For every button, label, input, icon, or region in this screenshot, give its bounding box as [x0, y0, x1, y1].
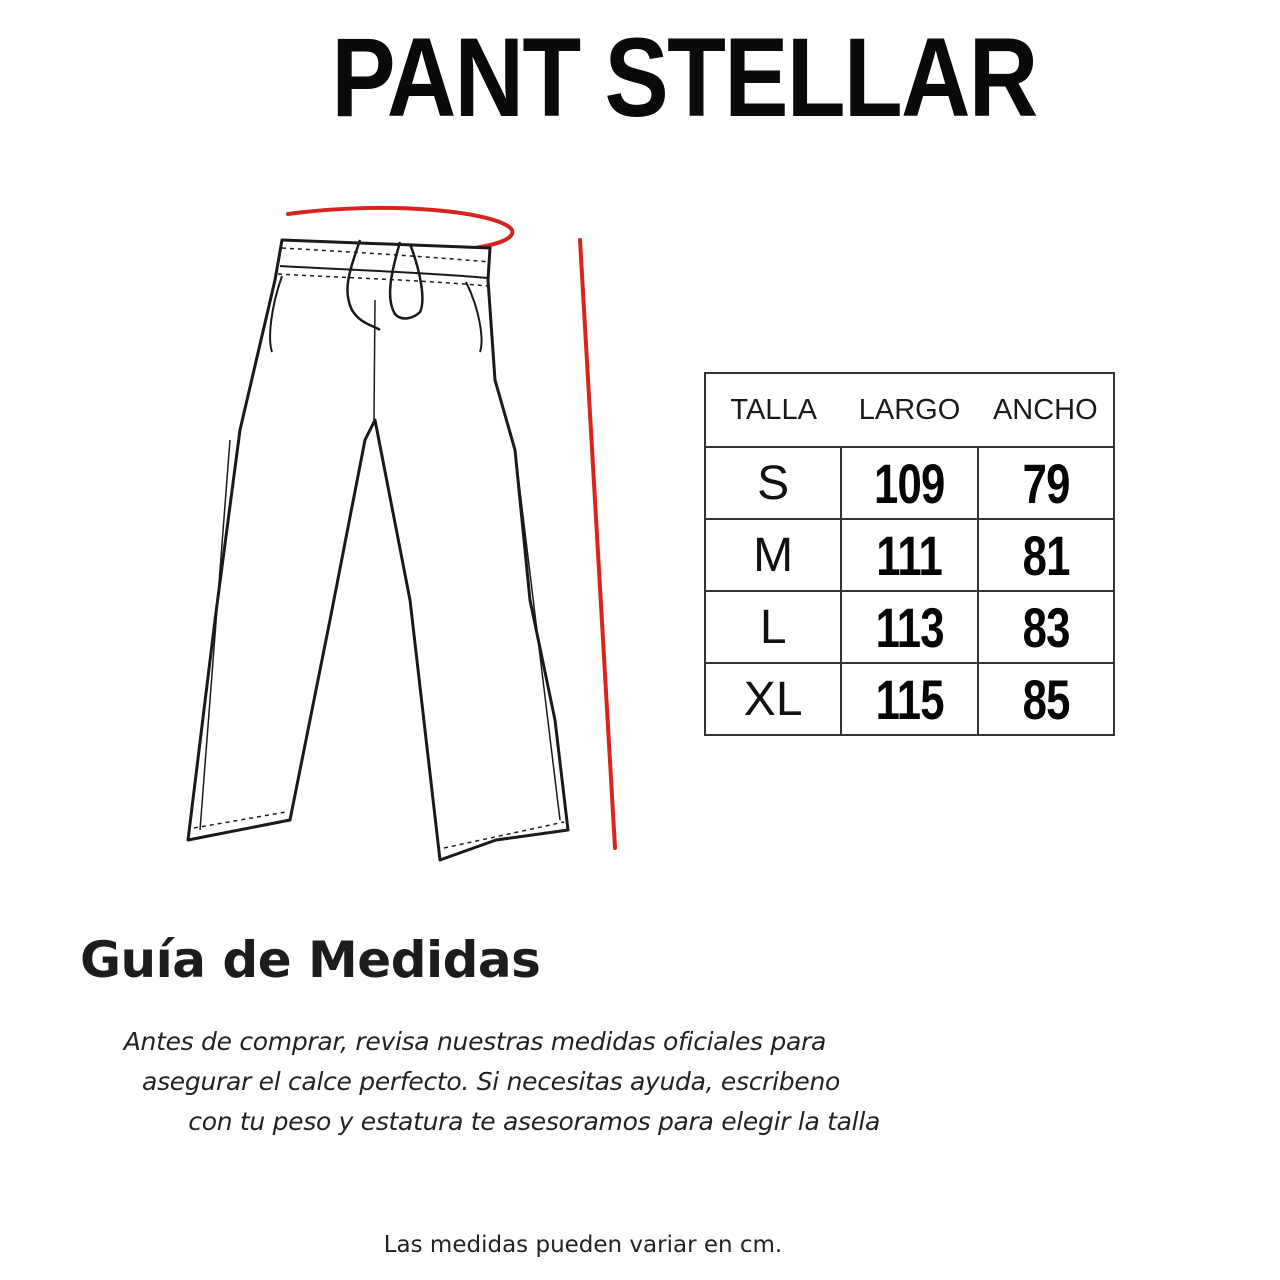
- measurement-note: Las medidas pueden variar en cm.: [383, 1232, 783, 1258]
- guide-description: [40, 1022, 880, 1142]
- ancho-value-text: 85: [1022, 667, 1070, 731]
- table-row: [705, 519, 1114, 591]
- ancho-value-text: 79: [1022, 451, 1070, 515]
- size-label: L: [705, 591, 841, 663]
- ancho-value: [978, 447, 1114, 519]
- pants-outline: [188, 240, 568, 860]
- column-header-largo: LARGO: [841, 373, 977, 447]
- largo-value-text: 113: [875, 595, 944, 659]
- column-header-ancho: ANCHO: [978, 373, 1114, 447]
- table-row: [705, 663, 1114, 735]
- guide-line: con tu peso y estatura te asesoramos para elegir la talla: [188, 1107, 880, 1136]
- ancho-value: [978, 663, 1114, 735]
- largo-value: [841, 591, 977, 663]
- guide-heading: Guía de Medidas: [80, 931, 541, 989]
- largo-value-text: 109: [874, 451, 945, 515]
- page-title: PANT STELLAR: [331, 15, 1037, 140]
- largo-value-text: 111: [876, 523, 943, 587]
- column-header-talla: TALLA: [705, 373, 841, 447]
- table-row: [705, 447, 1114, 519]
- pants-illustration: [170, 200, 640, 870]
- ancho-value: [978, 519, 1114, 591]
- largo-value-text: 115: [875, 667, 944, 731]
- size-label: XL: [705, 663, 841, 735]
- size-label: M: [705, 519, 841, 591]
- largo-value: [841, 447, 977, 519]
- size-table: [704, 372, 1115, 736]
- guide-line: asegurar el calce perfecto. Si necesitas ayuda, escribeno: [142, 1067, 840, 1096]
- length-measure-line: [580, 240, 615, 848]
- ancho-value-text: 83: [1022, 595, 1070, 659]
- size-label: S: [705, 447, 841, 519]
- largo-value: [841, 519, 977, 591]
- ancho-value: [978, 591, 1114, 663]
- size-table-header-row: [705, 373, 1114, 447]
- table-row: [705, 591, 1114, 663]
- ancho-value-text: 81: [1022, 523, 1070, 587]
- largo-value: [841, 663, 977, 735]
- guide-line: Antes de comprar, revisa nuestras medidas oficiales para: [123, 1027, 826, 1056]
